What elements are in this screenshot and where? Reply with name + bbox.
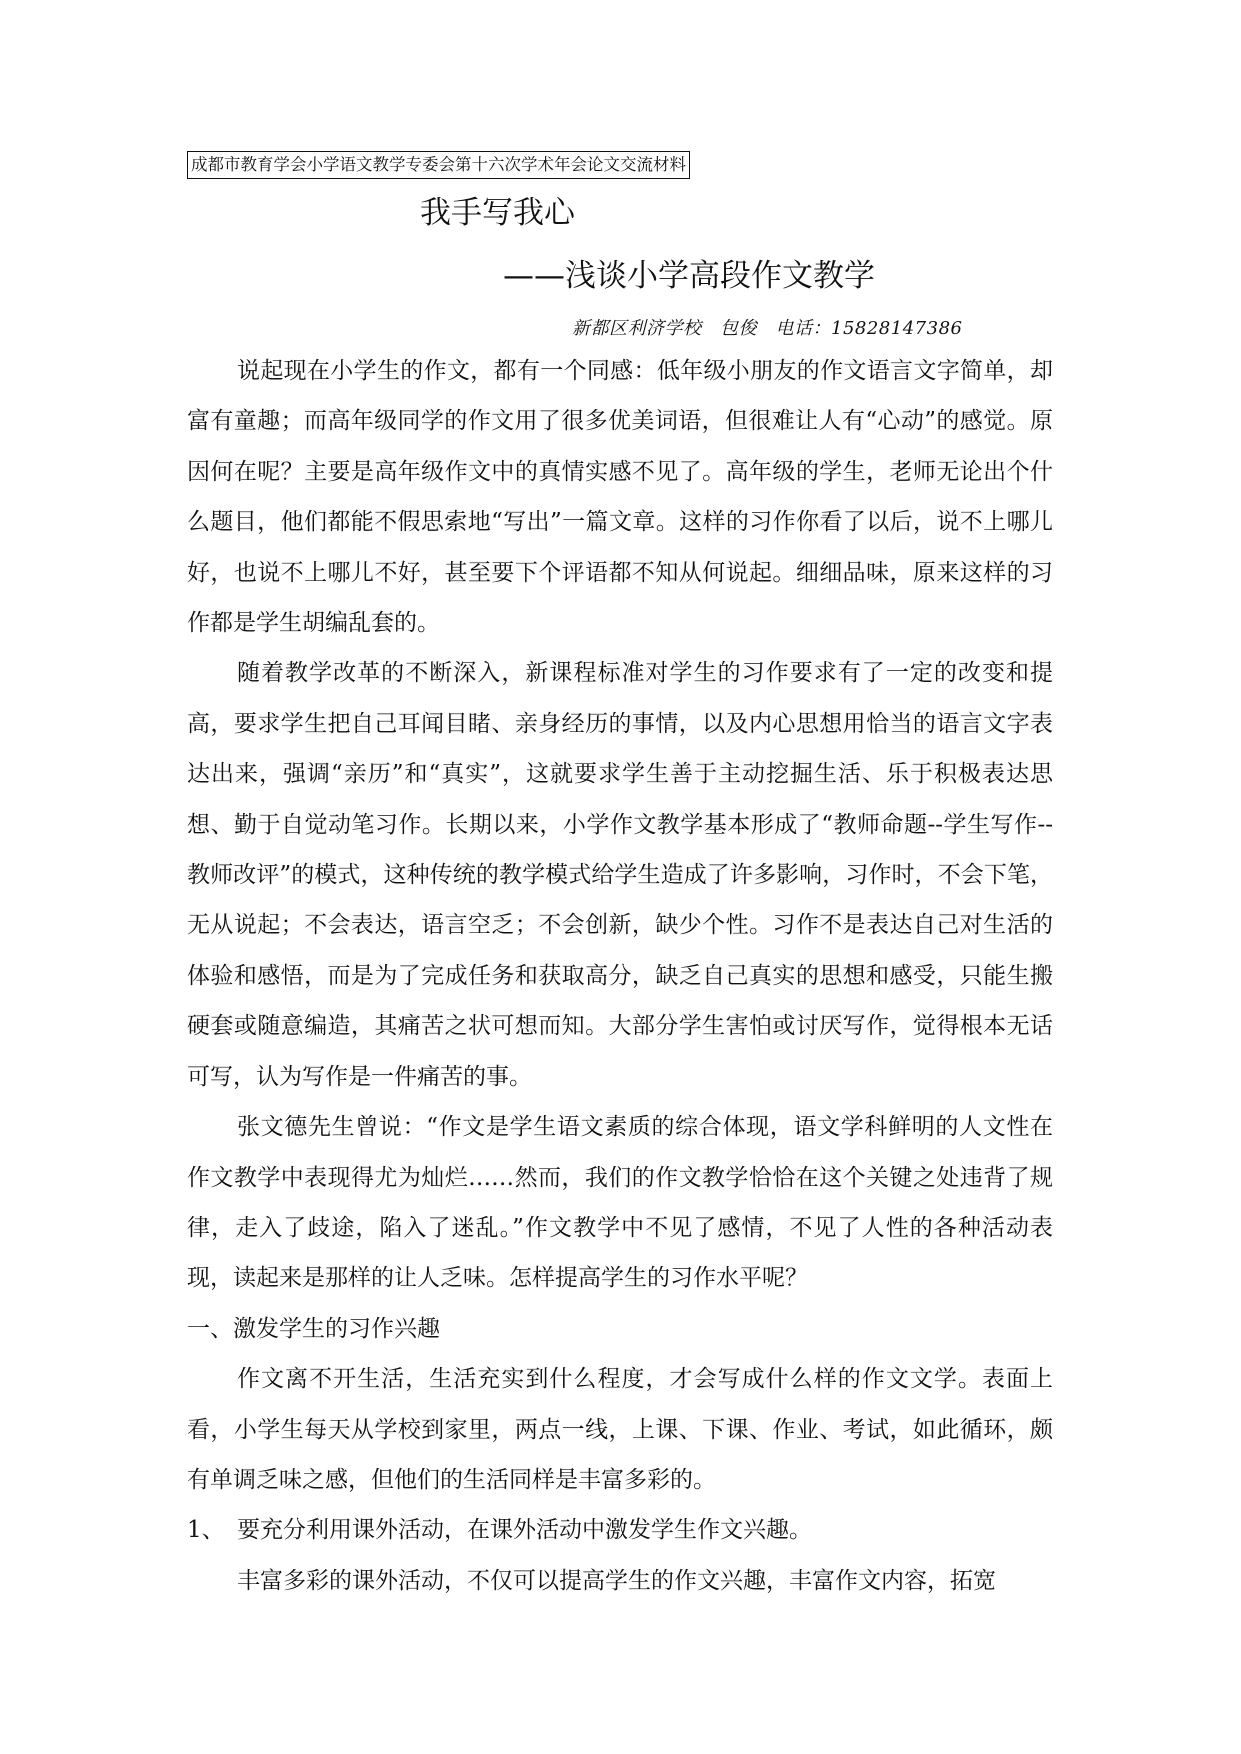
document-title: 我手写我心 [420,195,575,231]
document-subtitle: ——浅谈小学高段作文教学 [503,258,875,294]
section-heading: 一、激发学生的习作兴趣 [187,1315,440,1342]
body-paragraph: 丰富多彩的课外活动，不仅可以提高学生的作文兴趣，丰富作文内容，拓宽 [237,1567,996,1594]
body-paragraph: 随着教学改革的不断深入，新课程标准对学生的习作要求有了一定的改变和提高，要求学生把自己耳闻目睹、亲身经历的事情，以及内心思想用恰当的语言文字表达出来，强调“亲历”和“真实”，这就要求学生善于主动挖掘生活、乐于积极表达思想、勤于自觉动笔习作。长期以来，小学作文教学基本形成了“教师命题--学生写作--教师改评”的模式，这种传统的教学模式给学生造成了许多影响，习作时，不会下笔，无从说起；不会表达，语言空乏；不会创新，缺少个性。习作不是表达自己对生活的体验和感悟，而是为了完成任务和获取高分，缺乏自己真实的思想和感受，只能生搬硬套或随意编造，其痛苦之状可想而知。大部分学生害怕或讨厌写作，觉得根本无话可写，认为写作是一件痛苦的事。 [187,660,1053,1090]
item-text: 要充分利用课外活动，在课外活动中激发学生作文兴趣。 [237,1517,812,1544]
document-body [187,346,1053,1606]
author-line: 新都区利济学校 包俊 电话：15828147386 [572,318,963,339]
conference-header-label: 成都市教育学会小学语文教学专委会第十六次学术年会论文交流材料 [187,151,690,179]
item-number: 1、 [187,1517,225,1544]
body-paragraph: 张文德先生曾说：“作文是学生语文素质的综合体现，语文学科鲜明的人文性在作文教学中表现得尤为灿烂……然而，我们的作文教学恰恰在这个关键之处违背了规律，走入了歧途，陷入了迷乱。”作文教学中不见了感情，不见了人性的各种活动表现，读起来是那样的让人乏味。怎样提高学生的习作水平呢？ [187,1114,1053,1292]
body-paragraph: 说起现在小学生的作文，都有一个同感：低年级小朋友的作文语言文字简单，却富有童趣；而高年级同学的作文用了很多优美词语，但很难让人有“心动”的感觉。原因何在呢？主要是高年级作文中的真情实感不见了。高年级的学生，老师无论出个什么题目，他们都能不假思索地“写出”一篇文章。这样的习作你看了以后，说不上哪儿好，也说不上哪儿不好，甚至要下个评语都不知从何说起。细细品味，原来这样的习作都是学生胡编乱套的。 [187,358,1053,637]
numbered-item [187,1505,1053,1555]
body-paragraph: 作文离不开生活，生活充实到什么程度，才会写成什么样的作文文学。表面上看，小学生每天从学校到家里，两点一线，上课、下课、作业、考试，如此循环，颇有单调乏味之感，但他们的生活同样是丰富多彩的。 [187,1366,1053,1493]
